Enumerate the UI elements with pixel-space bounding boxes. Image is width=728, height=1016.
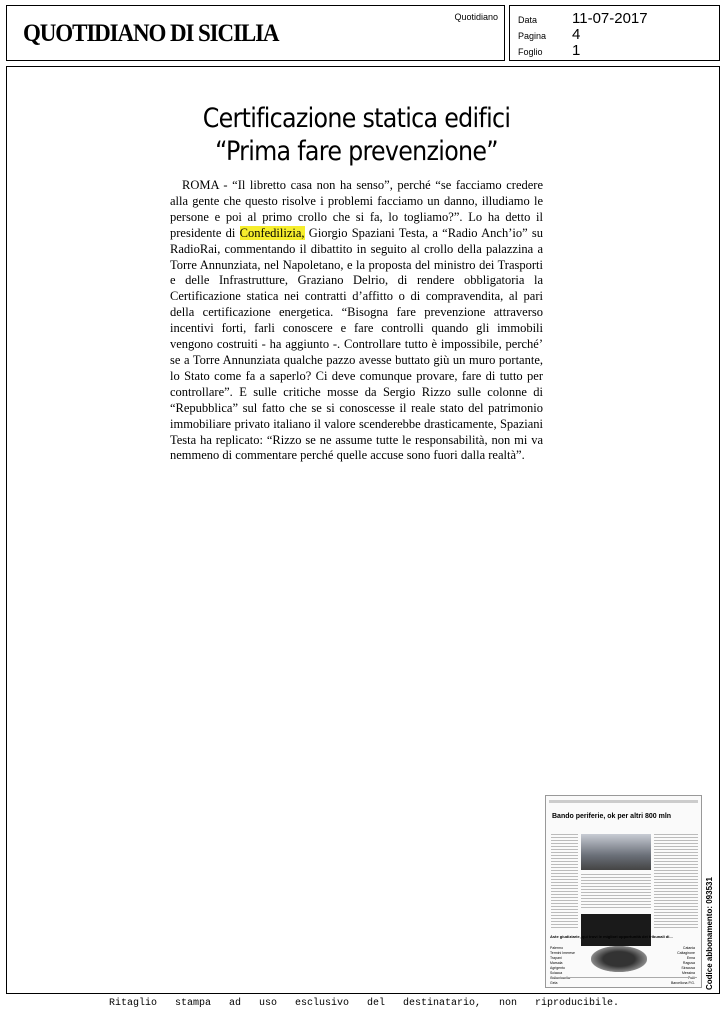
newspaper-masthead: QUOTIDIANO DI SICILIA (23, 20, 279, 47)
thumbnail-column-left (551, 834, 578, 929)
page-value: 4 (572, 26, 581, 43)
article-body (170, 178, 543, 464)
date-label: Data (518, 15, 538, 25)
page-label: Pagina (518, 31, 547, 41)
thumbnail-towns-right: Catania Caltagirone Enna Ragusa Siracusa Messina Patti Barcellona P.G. (670, 946, 695, 985)
thumbnail-photo (581, 834, 651, 870)
body-text-end: Giorgio Spaziani Testa, a “Radio Anch’io” su RadioRai, commentando il dibattito in seguito al crollo della palazzina a Torre Annunziata, nel Napoletano, e la proposta del ministro dei Trasporti e delle Infrastrutture, Graziano Delrio, di rendere obbligatoria la Certificazione statica nei contratti d’affitto o di compravendita, al pari della certificazione energetica. “Bisogna fare prevenzione attraverso incentivi forti, farli conoscere e fare controlli quando gli immobili vengono costruiti - ha aggiunto -. Controllare tutto è impossibile, perché’ se a Torre Annunziata qualche pazzo avesse buttato giù un muro portante, lo Stato come fa a saperlo? Ci deve comunque provare, fare di tutto per controllare”. E sulle critiche mosse da Sergio Rizzo sulle colonne di “Repubblica” sul fatto che se si conoscesse il reale stato del patrimonio immobiliare privato italiano il valore scenderebbe drasticamente, Spaziani Testa ha replicato: “Rizzo se ne assume tutte le responsabilità, non mi va nemmeno di commentare perché quelle accuse sono fuori dalla realtà”. (170, 225, 544, 463)
highlighted-keyword: Confedilizia, (239, 225, 305, 240)
sicily-map-icon (591, 946, 647, 972)
thumbnail-footer-headline: Aste giudiziarie, qui trovi le migliori opportunità dei tribunali di... (550, 934, 673, 939)
thumbnail-header-strip (549, 800, 698, 803)
page-row (518, 26, 581, 43)
publication-type: Quotidiano (454, 12, 498, 22)
thumbnail-bottom-bar (550, 977, 697, 986)
metadata-box (509, 5, 720, 61)
page-thumbnail (545, 795, 702, 988)
thumbnail-dark-block (581, 914, 651, 946)
date-row (518, 10, 648, 27)
article-paragraph (170, 178, 543, 464)
subscription-code: Codice abbonamento: 093531 (705, 877, 714, 990)
date-value: 11-07-2017 (572, 10, 648, 27)
sheet-row (518, 42, 581, 59)
headline-line-1: Certificazione statica edifici (202, 103, 511, 134)
sheet-label: Foglio (518, 47, 543, 57)
thumbnail-towns-left: Palermo Termini Imerese Trapani Marsala Agrigento Sciacca Caltanissetta Gela (550, 946, 575, 985)
reproduction-notice: Ritaglio stampa ad uso esclusivo del destinatario, non riproducibile. (108, 998, 620, 1009)
headline-line-2: “Prima fare prevenzione” (215, 136, 498, 167)
masthead-box (6, 5, 505, 61)
thumbnail-column-center (581, 874, 651, 910)
thumbnail-column-right (654, 834, 698, 929)
sheet-value: 1 (572, 42, 581, 59)
thumbnail-title: Bando periferie, ok per altri 800 mln (552, 813, 672, 820)
body-text-start: ROMA - “Il libretto casa non ha senso”, perché “se facciamo credere alla gente che questo risolve i problemi facciamo un danno, illudiamo le persone e poi al primo crollo che si fa, lo togliamo?”. Lo ha detto il presidente di (170, 178, 543, 240)
article-headline (192, 102, 520, 168)
